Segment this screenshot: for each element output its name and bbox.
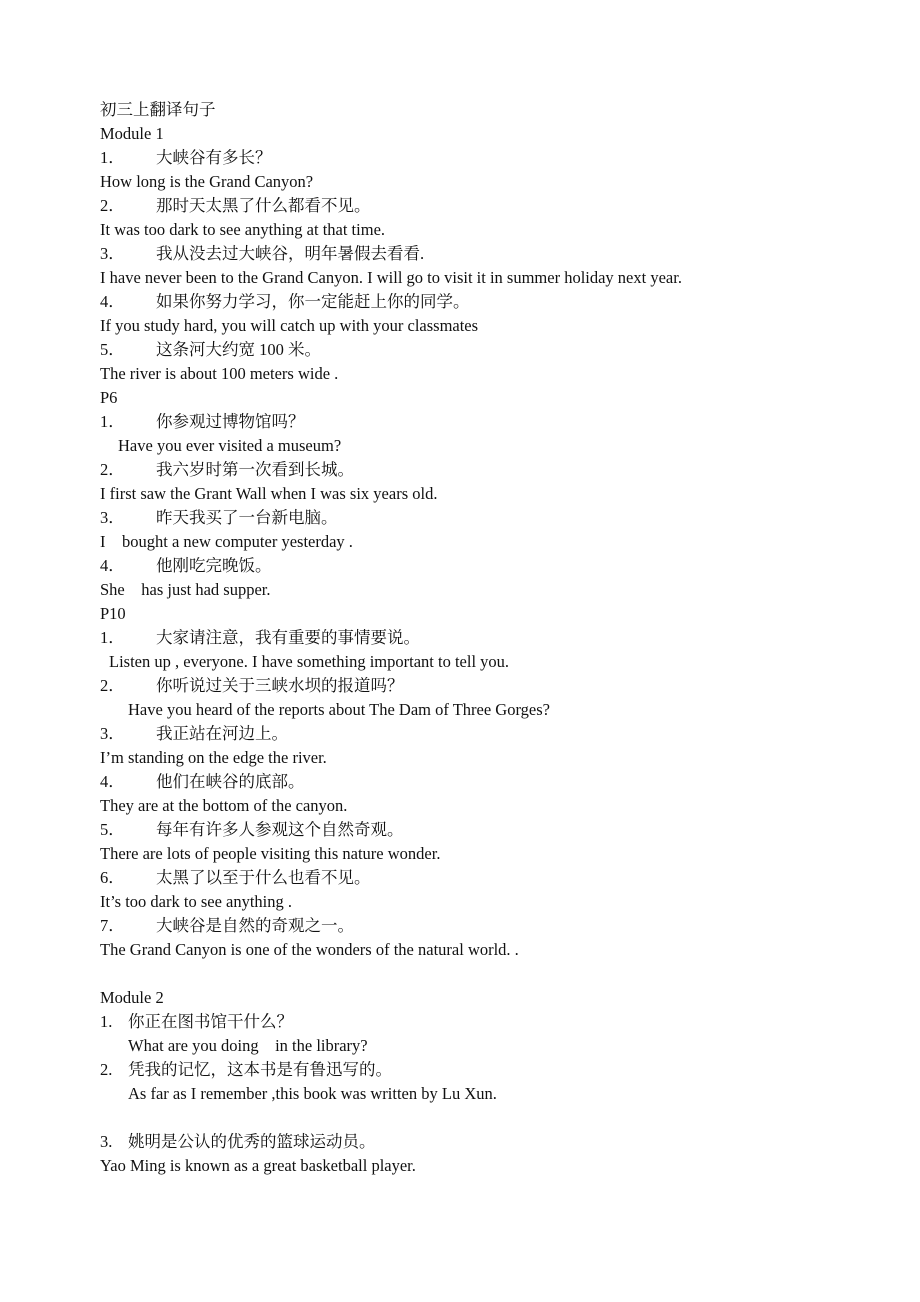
p10-item-3-en: I’m standing on the edge the river. xyxy=(100,748,327,767)
chinese-sentence: 你听说过关于三峡水坝的报道吗？ xyxy=(156,676,404,695)
p6-item-1-en: Have you ever visited a museum? xyxy=(118,436,342,455)
item-number: 1． xyxy=(100,412,125,431)
item-number: 4． xyxy=(100,556,125,575)
p6-item-3-zh xyxy=(100,508,338,528)
item-number: 5． xyxy=(100,820,125,839)
item-number: 1． xyxy=(100,148,125,167)
module1-item-3-en: I have never been to the Grand Canyon. I will go to visit it in summer holiday next year. xyxy=(100,268,682,287)
module1-item-5-zh xyxy=(100,340,321,360)
item-number: 1． xyxy=(100,628,125,647)
chinese-sentence: 我正站在河边上。 xyxy=(156,724,288,743)
p6-item-3-en: I bought a new computer yesterday . xyxy=(100,532,353,551)
chinese-sentence: 太黑了以至于什么也看不见。 xyxy=(156,868,371,887)
module2-item-3-en: Yao Ming is known as a great basketball player. xyxy=(100,1156,416,1175)
p6-item-4-en: She has just had supper. xyxy=(100,580,271,599)
chinese-sentence: 如果你努力学习，你一定能赶上你的同学。 xyxy=(156,292,470,311)
p6-item-2-en: I first saw the Grant Wall when I was six years old. xyxy=(100,484,438,503)
p10-item-1-zh xyxy=(100,628,420,648)
p6-heading: P6 xyxy=(100,388,118,407)
chinese-sentence: 你正在图书馆干什么？ xyxy=(128,1012,293,1031)
chinese-sentence: 他刚吃完晚饭。 xyxy=(156,556,272,575)
module2-item-3-zh xyxy=(100,1132,376,1152)
item-number: 3. xyxy=(100,1132,113,1151)
module2-item-2-zh xyxy=(100,1060,392,1080)
chinese-sentence: 那时天太黑了什么都看不见。 xyxy=(156,196,371,215)
module2-item-2-en: As far as I remember ,this book was written by Lu Xun. xyxy=(128,1084,497,1103)
p6-item-2-zh xyxy=(100,460,354,480)
item-number: 6． xyxy=(100,868,125,887)
chinese-sentence: 大峡谷是自然的奇观之一。 xyxy=(156,916,354,935)
chinese-sentence: 每年有许多人参观这个自然奇观。 xyxy=(156,820,404,839)
item-number: 7． xyxy=(100,916,125,935)
module1-item-1-zh xyxy=(100,148,272,168)
p10-item-7-zh xyxy=(100,916,354,936)
item-number: 1. xyxy=(100,1012,113,1031)
p10-item-4-en: They are at the bottom of the canyon. xyxy=(100,796,348,815)
module1-item-4-zh xyxy=(100,292,470,312)
module1-heading: Module 1 xyxy=(100,124,164,143)
p10-item-1-en: Listen up , everyone. I have something important to tell you. xyxy=(109,652,510,671)
chinese-sentence: 昨天我买了一台新电脑。 xyxy=(156,508,338,527)
chinese-sentence: 他们在峡谷的底部。 xyxy=(156,772,305,791)
chinese-sentence: 我六岁时第一次看到长城。 xyxy=(156,460,354,479)
item-number: 2． xyxy=(100,676,125,695)
item-number: 3． xyxy=(100,244,125,263)
module1-item-3-zh xyxy=(100,244,424,264)
module2-item-1-en: What are you doing in the library? xyxy=(128,1036,368,1055)
item-number: 4． xyxy=(100,292,125,311)
p10-item-3-zh xyxy=(100,724,288,744)
module1-item-2-zh xyxy=(100,196,371,216)
p10-item-4-zh xyxy=(100,772,305,792)
module1-item-5-en: The river is about 100 meters wide . xyxy=(100,364,339,383)
p10-item-5-en: There are lots of people visiting this nature wonder. xyxy=(100,844,441,863)
p10-item-6-en: It’s too dark to see anything . xyxy=(100,892,293,911)
module1-item-2-en: It was too dark to see anything at that time. xyxy=(100,220,386,239)
p10-heading: P10 xyxy=(100,604,126,623)
p10-item-6-zh xyxy=(100,868,371,888)
item-number: 4． xyxy=(100,772,125,791)
chinese-sentence: 你参观过博物馆吗？ xyxy=(156,412,305,431)
p6-item-4-zh xyxy=(100,556,272,576)
chinese-sentence: 凭我的记忆，这本书是有鲁迅写的。 xyxy=(128,1060,392,1079)
item-number: 2． xyxy=(100,460,125,479)
module2-item-1-zh xyxy=(100,1012,293,1032)
module1-item-4-en: If you study hard, you will catch up with your classmates xyxy=(100,316,479,335)
chinese-sentence: 我从没去过大峡谷，明年暑假去看看. xyxy=(156,244,425,263)
p6-item-1-zh xyxy=(100,412,305,432)
p10-item-2-en: Have you heard of the reports about The Dam of Three Gorges? xyxy=(128,700,550,719)
document-title: 初三上翻译句子 xyxy=(100,100,216,119)
module1-item-1-en: How long is the Grand Canyon? xyxy=(100,172,314,191)
chinese-sentence: 大家请注意，我有重要的事情要说。 xyxy=(156,628,420,647)
chinese-sentence: 姚明是公认的优秀的篮球运动员。 xyxy=(128,1132,376,1151)
p10-item-2-zh xyxy=(100,676,404,696)
p10-item-5-zh xyxy=(100,820,404,840)
p10-item-7-en: The Grand Canyon is one of the wonders of the natural world. . xyxy=(100,940,519,959)
chinese-sentence: 这条河大约宽 100 米。 xyxy=(156,340,321,359)
item-number: 5． xyxy=(100,340,125,359)
item-number: 3． xyxy=(100,724,125,743)
module2-heading: Module 2 xyxy=(100,988,164,1007)
item-number: 2. xyxy=(100,1060,113,1079)
item-number: 2． xyxy=(100,196,125,215)
chinese-sentence: 大峡谷有多长？ xyxy=(156,148,272,167)
item-number: 3． xyxy=(100,508,125,527)
